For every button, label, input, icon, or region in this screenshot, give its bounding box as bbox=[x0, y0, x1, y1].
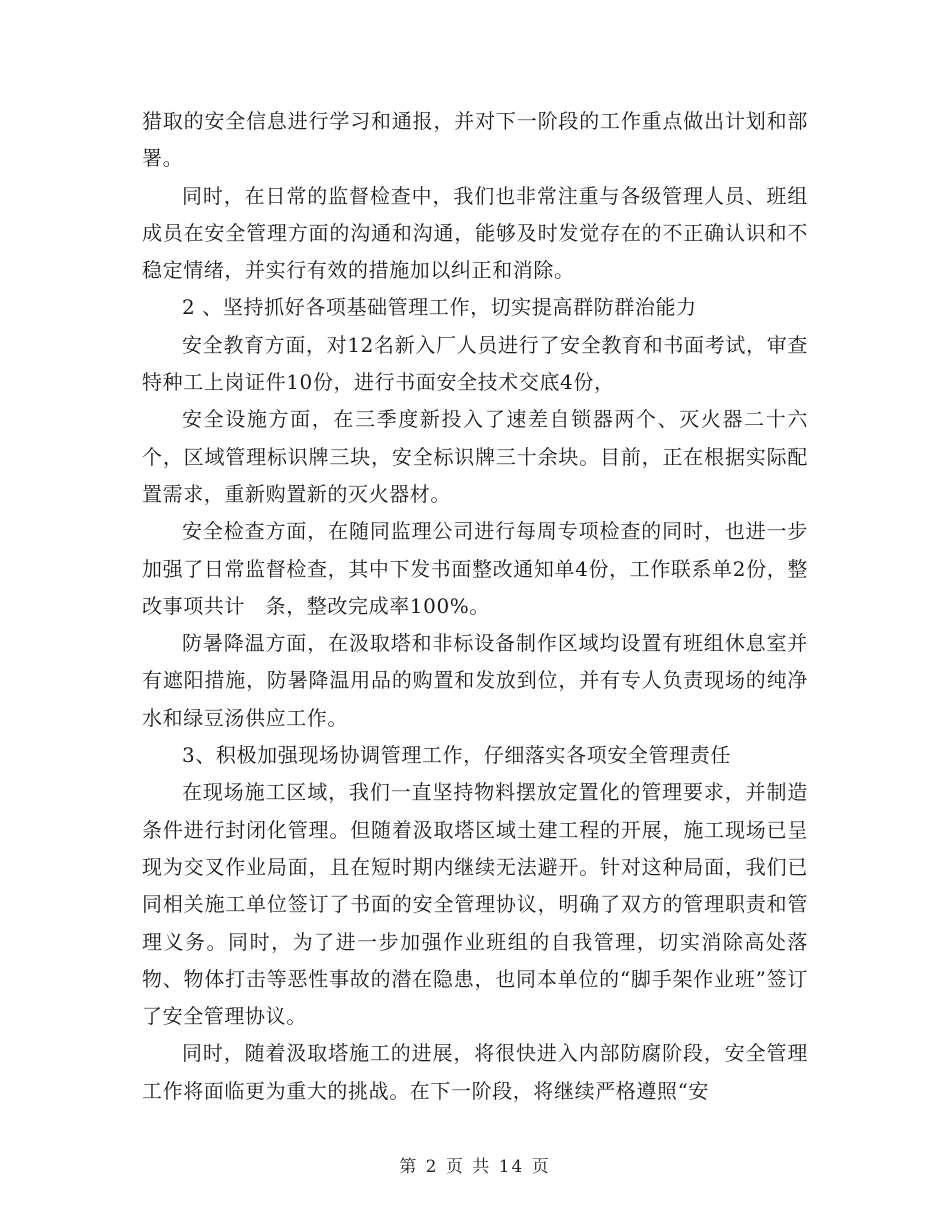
paragraph-safety-education: 安全教育方面，对12名新入厂人员进行了安全教育和书面考试，审查特种工上岗证件10份，进行书面安全技术交底4份， bbox=[142, 332, 808, 395]
section-heading-2: 2 、坚持抓好各项基础管理工作，切实提高群防群治能力 bbox=[182, 295, 697, 320]
document-body bbox=[142, 103, 808, 1110]
section-heading-3: 3、积极加强现场协调管理工作，仔细落实各项安全管理责任 bbox=[182, 743, 731, 768]
page-footer: 第 2 页 共 14 页 bbox=[399, 1157, 551, 1177]
paragraph-heat-prevention: 防暑降温方面，在汲取塔和非标设备制作区域均设置有班组休息室并有遮阳措施，防暑降温用品的购置和发放到位，并有专人负责现场的纯净水和绿豆汤供应工作。 bbox=[142, 631, 808, 730]
paragraph-1: 猎取的安全信息进行学习和通报，并对下一阶段的工作重点做出计划和部署。 bbox=[142, 109, 808, 171]
paragraph-site-management: 在现场施工区域，我们一直坚持物料摆放定置化的管理要求，并制造条件进行封闭化管理。但随着汲取塔区域土建工程的开展，施工现场已呈现为交叉作业局面，且在短时期内继续无法避开。针对这种局面，我们已同相关施工单位签订了书面的安全管理协议，明确了双方的管理职责和管理义务。同时，为了进一步加强作业班组的自我管理，切实消除高处落物、物体打击等恶性事故的潜在隐患，也同本单位的“脚手架作业班”签订了安全管理协议。 bbox=[142, 780, 808, 1029]
paragraph-2: 同时，在日常的监督检查中，我们也非常注重与各级管理人员、班组成员在安全管理方面的沟通和沟通，能够及时发觉存在的不正确认识和不稳定情绪，并实行有效的措施加以纠正和消除。 bbox=[142, 183, 808, 283]
paragraph-safety-facilities: 安全设施方面，在三季度新投入了速差自锁器两个、灭火器二十六个，区域管理标识牌三块，安全标识牌三十余块。目前，正在根据实际配置需求，重新购置新的灭火器材。 bbox=[142, 407, 808, 506]
paragraph-next-stage: 同时，随着汲取塔施工的进展，将很快进入内部防腐阶段，安全管理工作将面临更为重大的挑战。在下一阶段，将继续严格遵照“安 bbox=[142, 1041, 808, 1103]
paragraph-safety-inspection: 安全检查方面，在随同监理公司进行每周专项检查的同时，也进一步加强了日常监督检查，其中下发书面整改通知单4份，工作联系单2份，整改事项共计 条，整改完成率100%。 bbox=[142, 519, 808, 618]
